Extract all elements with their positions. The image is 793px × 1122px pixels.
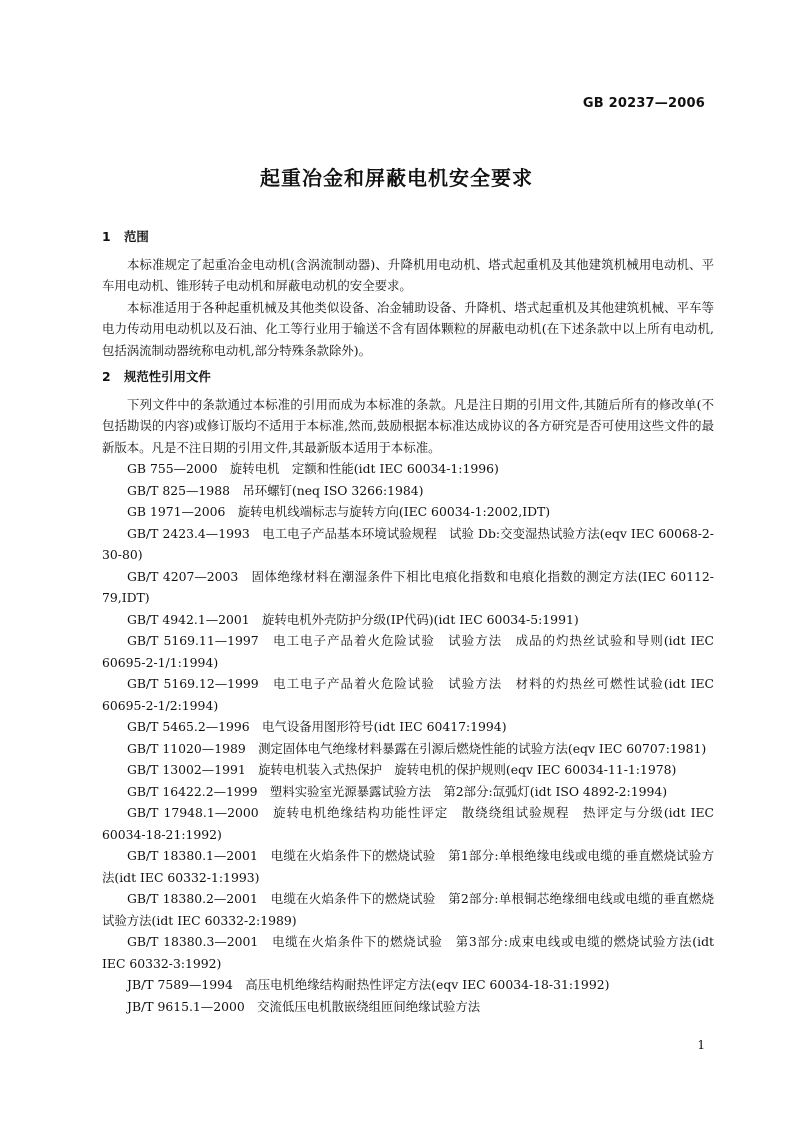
page-number: 1 — [697, 1038, 705, 1052]
paragraph: 下列文件中的条款通过本标准的引用而成为本标准的条款。凡是注日期的引用文件,其随后所有的修改单(不包括勘误的内容)或修订版均不适用于本标准,然而,鼓励根据本标准达成协议的各方研究是否可使用这些文件的最新版本。凡是不注日期的引用文件,其最新版本适用于本标准。 — [102, 396, 714, 455]
section-title: 范围 — [124, 229, 149, 244]
reference-list — [102, 458, 718, 1017]
paragraph: 本标准适用于各种起重机械及其他类似设备、冶金辅助设备、升降机、塔式起重机及其他建筑机械、平车等电力传动用电动机以及石油、化工等行业用于输送不含有固体颗粒的屏蔽电动机(在下述条款中以上所有电动机,包括涡流制动器统称电动机,部分特殊条款除外)。 — [102, 299, 714, 358]
reference-item: JB/T 9615.1—2000 交流低压电机散嵌绕组匝间绝缘试验方法 — [127, 998, 481, 1014]
reference-item: GB/T 4942.1—2001 旋转电机外壳防护分级(IP代码)(idt IEC 60034-5:1991) — [127, 611, 579, 627]
section-scope — [102, 226, 714, 361]
document-body — [102, 226, 718, 1017]
section-number: 1 — [102, 229, 111, 244]
reference-item: GB/T 17948.1—2000 旋转电机绝缘结构功能性评定 散绕绕组试验规程 热评定与分级(idt IEC 60034-18-21:1992) — [102, 805, 718, 842]
reference-item: GB/T 18380.1—2001 电缆在火焰条件下的燃烧试验 第1部分:单根绝缘电线或电缆的垂直燃烧试验方法(idt IEC 60332-1:1993) — [102, 848, 714, 885]
reference-item: GB/T 5169.12—1999 电工电子产品着火危险试验 试验方法 材料的灼热丝可燃性试验(idt IEC 60695-2-1/2:1994) — [102, 676, 718, 713]
reference-item: GB/T 18380.2—2001 电缆在火焰条件下的燃烧试验 第2部分:单根铜芯绝缘细电线或电缆的垂直燃烧试验方法(idt IEC 60332-2:1989) — [102, 891, 714, 928]
reference-item: GB/T 4207—2003 固体绝缘材料在潮湿条件下相比电痕化指数和电痕化指数的测定方法(IEC 60112-79,IDT) — [102, 568, 714, 605]
reference-item: GB/T 18380.3—2001 电缆在火焰条件下的燃烧试验 第3部分:成束电线或电缆的燃烧试验方法(idt IEC 60332-3:1992) — [102, 934, 718, 971]
reference-item: GB 1971—2006 旋转电机线端标志与旋转方向(IEC 60034-1:2002,IDT) — [127, 504, 551, 519]
reference-item: GB/T 16422.2—1999 塑料实验室光源暴露试验方法 第2部分:氙弧灯(idt ISO 4892-2:1994) — [127, 783, 668, 799]
reference-item: GB/T 13002—1991 旋转电机装入式热保护 旋转电机的保护规则(eqv IEC 60034-11-1:1978) — [127, 762, 677, 777]
standard-code: GB 20237—2006 — [582, 96, 705, 111]
reference-item: GB/T 825—1988 吊环螺钉(neq ISO 3266:1984) — [127, 482, 424, 498]
section-heading — [102, 366, 714, 388]
reference-item: GB 755—2000 旋转电机 定额和性能(idt IEC 60034-1:1996) — [127, 461, 499, 476]
section-normative-references — [102, 366, 718, 1017]
paragraph: 本标准规定了起重冶金电动机(含涡流制动器)、升降机用电动机、塔式起重机及其他建筑机械用电动机、平车用电动机、锥形转子电动机和屏蔽电动机的安全要求。 — [102, 256, 714, 293]
reference-item: JB/T 7589—1994 高压电机绝缘结构耐热性评定方法(eqv IEC 60034-18-31:1992) — [127, 977, 610, 992]
section-number: 2 — [102, 369, 111, 384]
document-title: 起重冶金和屏蔽电机安全要求 — [260, 166, 533, 190]
section-heading — [102, 226, 714, 248]
section-title: 规范性引用文件 — [124, 369, 211, 384]
reference-item: GB/T 2423.4—1993 电工电子产品基本环境试验规程 试验 Db:交变湿热试验方法(eqv IEC 60068-2-30-80) — [102, 525, 714, 562]
reference-item: GB/T 11020—1989 测定固体电气绝缘材料暴露在引源后燃烧性能的试验方法(eqv IEC 60707:1981) — [127, 740, 707, 756]
reference-item: GB/T 5169.11—1997 电工电子产品着火危险试验 试验方法 成品的灼热丝试验和导则(idt IEC 60695-2-1/1:1994) — [102, 633, 718, 670]
reference-item: GB/T 5465.2—1996 电气设备用图形符号(idt IEC 60417:1994) — [127, 719, 507, 734]
